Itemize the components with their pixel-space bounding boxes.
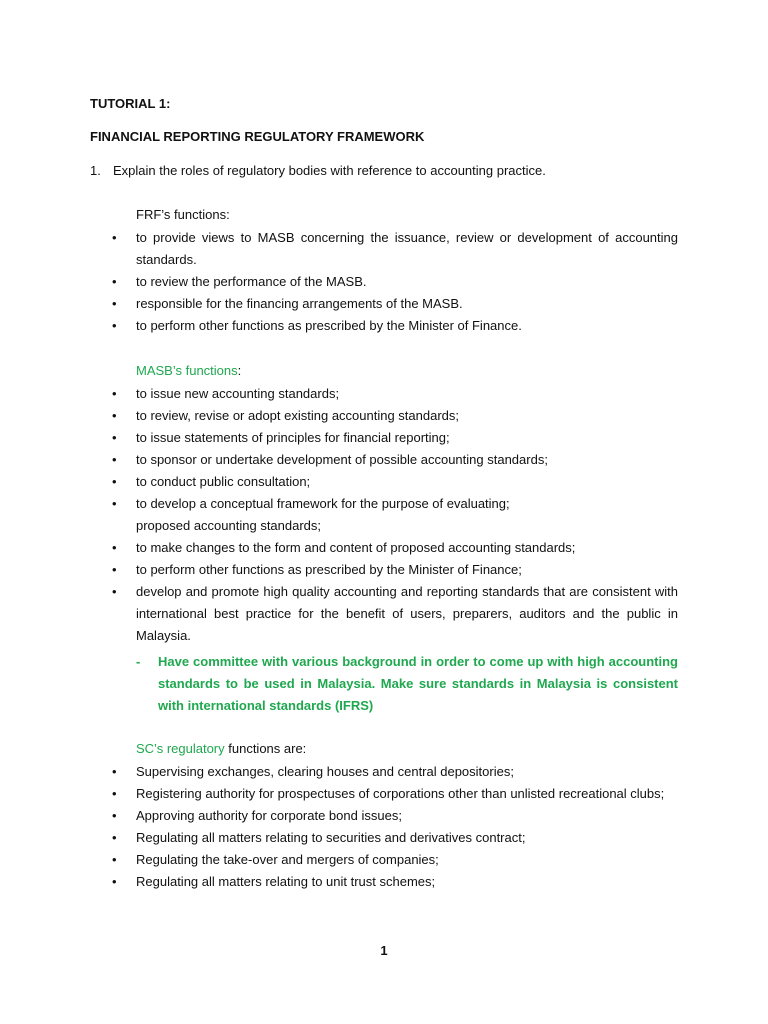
framework-title: FINANCIAL REPORTING REGULATORY FRAMEWORK [90, 129, 425, 144]
frf-list [112, 227, 678, 337]
masb-item: • to issue new accounting standards; [112, 383, 678, 405]
masb-note [136, 651, 678, 717]
sc-item: • Regulating the take-over and mergers of companies; [112, 849, 678, 871]
frf-heading: FRF’s functions: [136, 207, 230, 222]
bullet-icon: • [112, 764, 117, 779]
sc-item: • Regulating all matters relating to unit trust schemes; [112, 871, 678, 893]
masb-item: • to develop a conceptual framework for the purpose of evaluating; proposed accounting standards; [112, 493, 678, 537]
question-text: Explain the roles of regulatory bodies with reference to accounting practice. [113, 163, 546, 178]
bullet-icon: • [112, 408, 117, 423]
bullet-icon: • [112, 496, 117, 511]
bullet-icon: • [112, 230, 117, 245]
bullet-icon: • [112, 786, 117, 801]
masb-item: • to sponsor or undertake development of possible accounting standards; [112, 449, 678, 471]
bullet-icon: • [112, 874, 117, 889]
frf-item: • to review the performance of the MASB. [112, 271, 678, 293]
sc-item: • Approving authority for corporate bond issues; [112, 805, 678, 827]
sc-item: • Regulating all matters relating to securities and derivatives contract; [112, 827, 678, 849]
bullet-icon: • [112, 852, 117, 867]
bullet-icon: • [112, 296, 117, 311]
masb-item: • to perform other functions as prescribed by the Minister of Finance; [112, 559, 678, 581]
sc-item: • Registering authority for prospectuses of corporations other than unlisted recreational clubs; [112, 783, 678, 805]
masb-item: • to conduct public consultation; [112, 471, 678, 493]
sc-heading [136, 738, 306, 760]
bullet-icon: • [112, 430, 117, 445]
bullet-icon: • [112, 808, 117, 823]
masb-item-continuation: proposed accounting standards; [136, 518, 322, 533]
question-number: 1. [90, 163, 101, 178]
frf-item: • to provide views to MASB concerning the issuance, review or development of accounting standards. [112, 227, 678, 271]
masb-item: • develop and promote high quality accounting and reporting standards that are consistent with international best practice for the benefit of users, preparers, auditors and the public in Malaysia. [112, 581, 678, 647]
sc-heading-suffix: functions are: [224, 741, 307, 756]
sc-heading-label: SC’s regulatory [136, 741, 225, 756]
masb-heading-suffix: : [237, 363, 242, 378]
frf-item: • to perform other functions as prescribed by the Minister of Finance. [112, 315, 678, 337]
bullet-icon: • [112, 474, 117, 489]
sc-item: • Supervising exchanges, clearing houses and central depositories; [112, 761, 678, 783]
bullet-icon: • [112, 830, 117, 845]
frf-item: • responsible for the financing arrangements of the MASB. [112, 293, 678, 315]
page-number: 1 [380, 943, 388, 958]
question-1 [90, 160, 690, 182]
masb-note-text: Have committee with various background in order to come up with high accounting standards to be used in Malaysia. Make sure standards in Malaysia is consistent with international standards (IFRS) [158, 654, 678, 713]
masb-item: • to review, revise or adopt existing accounting standards; [112, 405, 678, 427]
bullet-icon: • [112, 562, 117, 577]
masb-list [112, 383, 678, 647]
bullet-icon: • [112, 386, 117, 401]
masb-item: • to make changes to the form and content of proposed accounting standards; [112, 537, 678, 559]
masb-heading-label: MASB’s functions [136, 363, 238, 378]
sc-list [112, 761, 678, 893]
bullet-icon: • [112, 274, 117, 289]
masb-heading [136, 360, 241, 382]
masb-item: • to issue statements of principles for financial reporting; [112, 427, 678, 449]
bullet-icon: • [112, 452, 117, 467]
bullet-icon: • [112, 584, 117, 599]
tutorial-title: TUTORIAL 1: [90, 96, 171, 111]
bullet-icon: • [112, 318, 117, 333]
dash-icon: - [136, 654, 141, 669]
bullet-icon: • [112, 540, 117, 555]
